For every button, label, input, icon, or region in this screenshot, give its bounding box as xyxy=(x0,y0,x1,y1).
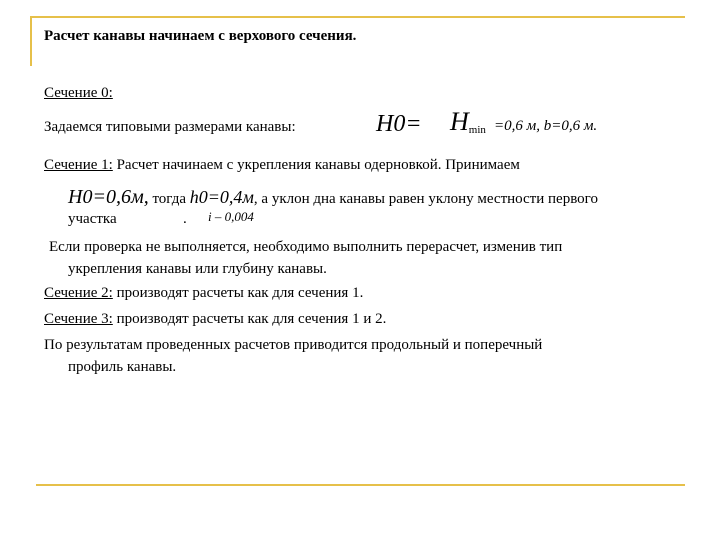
section2-heading: Сечение 2: xyxy=(44,285,113,301)
formula-values: =0,6 м, b=0,6 м. xyxy=(494,118,598,134)
formula-h0: H0= xyxy=(376,111,422,137)
section1-line3-dot: . xyxy=(183,211,187,227)
section2-line xyxy=(44,284,363,302)
section2-text: производят расчеты как для сечения 1. xyxy=(112,285,364,301)
frame-left-line xyxy=(30,16,32,66)
section0-typical-label: Задаемся типовыми размерами канавы: xyxy=(44,119,296,135)
section3-line xyxy=(44,310,386,328)
section1-h0-value: h0=0,4м xyxy=(189,187,254,207)
check-note-line1: Если проверка не выполняется, необходимо выполнить перерасчет, изменив тип xyxy=(49,239,563,255)
formula-hmin-sub: min xyxy=(468,124,486,136)
section1-line2 xyxy=(68,186,598,210)
formula-hmin-symbol: H xyxy=(450,107,469,136)
section1-line2-text: , а уклон дна канавы равен уклону местности первого xyxy=(253,191,598,207)
section1-line3: участка xyxy=(68,211,117,227)
section1-line1-text: Расчет начинаем с укрепления канавы одерновкой. Принимаем xyxy=(112,157,520,173)
section1-line1 xyxy=(44,156,520,174)
conclusion-line1: По результатам проведенных расчетов приводится продольный и поперечный xyxy=(44,337,543,353)
section3-heading: Сечение 3: xyxy=(44,311,113,327)
section1-then: тогда xyxy=(148,191,190,207)
section3-text: производят расчеты как для сечения 1 и 2. xyxy=(112,311,387,327)
slope-formula: i – 0,004 xyxy=(208,209,254,224)
formula-hmin xyxy=(450,107,486,145)
section1-heading: Сечение 1: xyxy=(44,157,113,173)
check-note-line2: укрепления канавы или глубину канавы. xyxy=(68,261,327,277)
frame-bottom-line xyxy=(36,484,685,486)
section1-h0: H0=0,6м, xyxy=(68,186,149,208)
conclusion-line2: профиль канавы. xyxy=(68,359,177,375)
section0-heading: Сечение 0: xyxy=(44,85,113,101)
frame-top-line xyxy=(30,16,685,18)
slide-title: Расчет канавы начинаем с верхового сечения. xyxy=(44,28,357,44)
